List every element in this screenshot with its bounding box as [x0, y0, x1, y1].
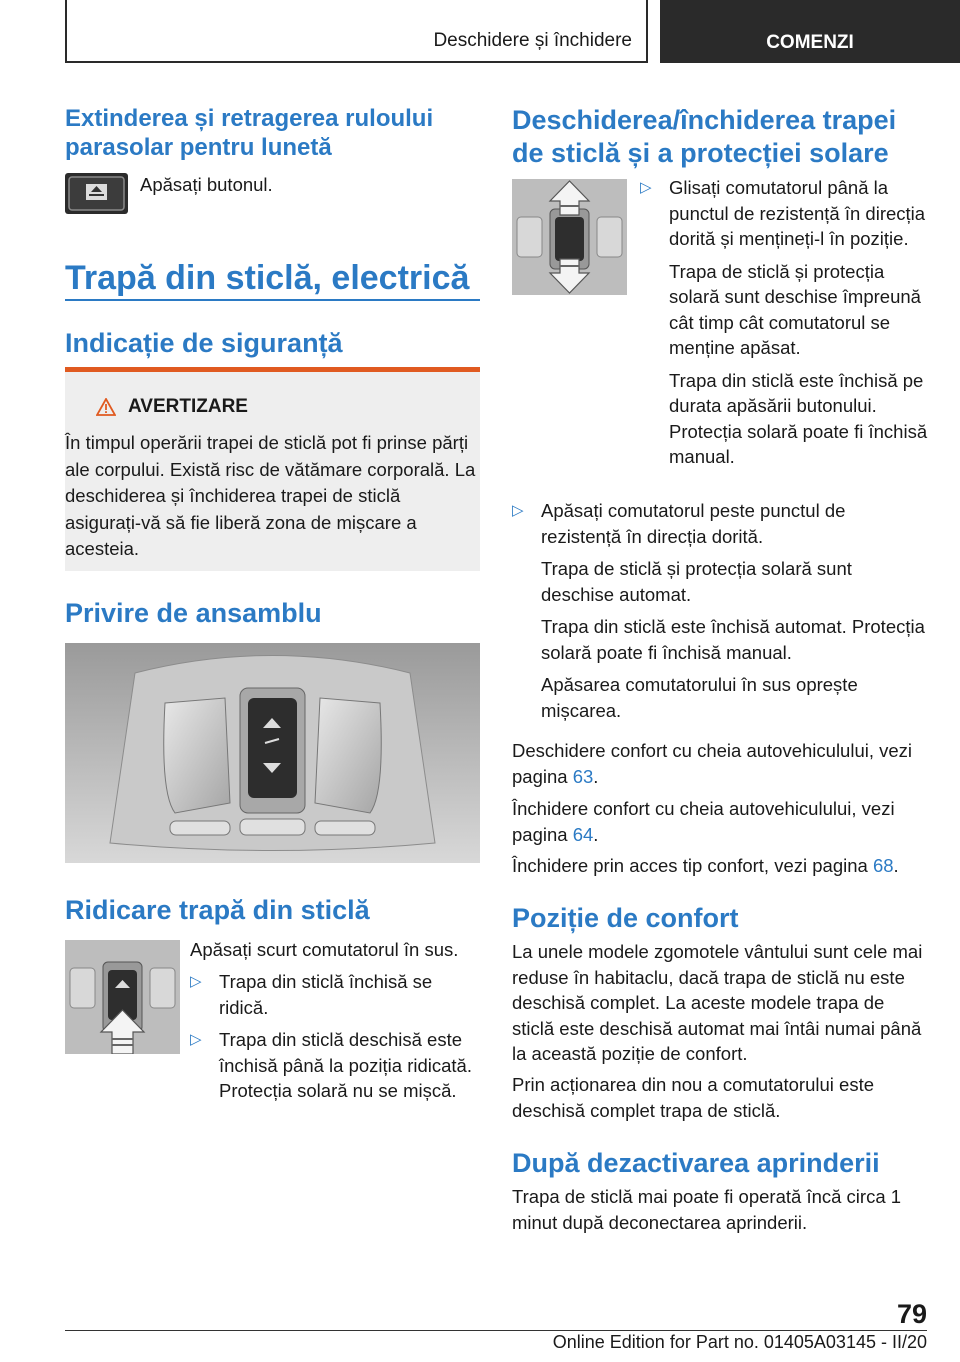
warning-heading [96, 396, 248, 418]
list-item: ▷ Trapa din sticlă deschisă este închisă până la poziția ridicată. Protecția solară nu se mișcă. [190, 1029, 472, 1101]
page-link-64[interactable]: 64 [572, 823, 594, 845]
page-link-63[interactable]: 63 [572, 765, 594, 787]
list-item: ▷ Apăsați comutatorul peste punctul de rezistență în direcția dorită. Trapa de sticlă și protecția solară sunt deschise automat. Trapa din sticlă este închisă automat. Protecția solară poate fi închisă manual. Apăsarea comutatorului în sus oprește mișcarea. [512, 500, 925, 721]
list-item: ▷ Glisați comutatorul până la punctul de rezistență în direcția dorită și mențineți-l în poziție. Trapa de sticlă și protecția solară sunt deschise împreună cât timp cât comutatorul se menține apăsat. Trapa din sticlă este închisă pe durata apăsării butonului. Protecția solară poate fi închisă manual. [640, 177, 928, 467]
open-close-title: Deschiderea/închiderea trapei de sticlă și a protecției solare [512, 105, 897, 168]
ignition-text: Trapa de sticlă mai poate fi operată încă circa 1 minut după deconectarea aprinderii. [512, 1186, 902, 1233]
comfort-position-text-1: La unele modele zgomotele vântului sunt cele mai reduse în habitaclu, dacă trapa de sticlă nu este deschisă complet. La aceste modele trapa de sticlă este deschisă automat mai întâi numai până la această poziție de confort. [512, 941, 923, 1064]
warning-text: În timpul operării trapei de sticlă pot fi prinse părți ale corpului. Există risc de vătămare corporală. La deschiderea și închiderea trapei de sticlă asigurați-vă să fie liberă zona de mișcare a acesteia. [65, 432, 476, 559]
rollo-text: Apăsați butonul. [140, 174, 273, 195]
main-title: Trapă din sticlă, electrică [65, 259, 470, 297]
page-link-68[interactable]: 68 [872, 855, 894, 876]
rollo-title: Extinderea și retragerea ruloului parasolar pentru lunetă [65, 105, 434, 161]
warning-label: AVERTIZARE [128, 396, 248, 417]
header-frame [65, 0, 648, 63]
open-close-switch-image [512, 179, 627, 295]
open-close-bullet-1 [640, 175, 930, 477]
raise-switch-image [65, 940, 180, 1054]
open-close-bullet-2 [512, 498, 930, 730]
comfort-position-text-2: Prin acționarea din nou a comutatorului este deschisă complet trapa de sticlă. [512, 1074, 874, 1121]
footer-edition: Online Edition for Part no. 01405A03145 - II/20 [552, 1332, 927, 1352]
comfort-close-ref: Închidere confort cu cheia autovehiculului, vezi pagina 64. [512, 798, 895, 845]
list-item: ▷ Trapa din sticlă închisă se ridică. [190, 971, 433, 1018]
raise-text: Apăsați scurt comutatorul în sus. [190, 939, 459, 960]
rollo-button-image [65, 173, 128, 214]
comfort-open-ref: Deschidere confort cu cheia autovehiculului, vezi pagina 63. [512, 740, 913, 787]
overview-title: Privire de ansamblu [65, 598, 322, 628]
page-number: 79 [896, 1299, 927, 1329]
ignition-title: După dezactivarea aprinderii [512, 1148, 880, 1178]
header-section-title: Deschidere și închidere [433, 30, 632, 51]
warning-triangle-icon [96, 398, 116, 416]
overview-console-image [65, 643, 480, 863]
footer-rule [65, 1330, 927, 1331]
header-tab-comenzi[interactable]: COMENZI [660, 0, 960, 63]
comfort-access-ref: Închidere prin acces tip confort, vezi pagina 68. [512, 855, 899, 876]
raise-bullets [190, 969, 480, 1111]
bullet-triangle-icon: ▷ [512, 502, 524, 519]
raise-title: Ridicare trapă din sticlă [65, 895, 370, 925]
safety-title: Indicație de siguranță [65, 328, 343, 358]
comfort-position-title: Poziție de confort [512, 903, 739, 933]
bullet-triangle-icon: ▷ [190, 973, 202, 990]
bullet-triangle-icon: ▷ [640, 179, 652, 196]
warning-box [65, 367, 480, 571]
title-rule [65, 299, 480, 301]
bullet-triangle-icon: ▷ [190, 1031, 202, 1048]
